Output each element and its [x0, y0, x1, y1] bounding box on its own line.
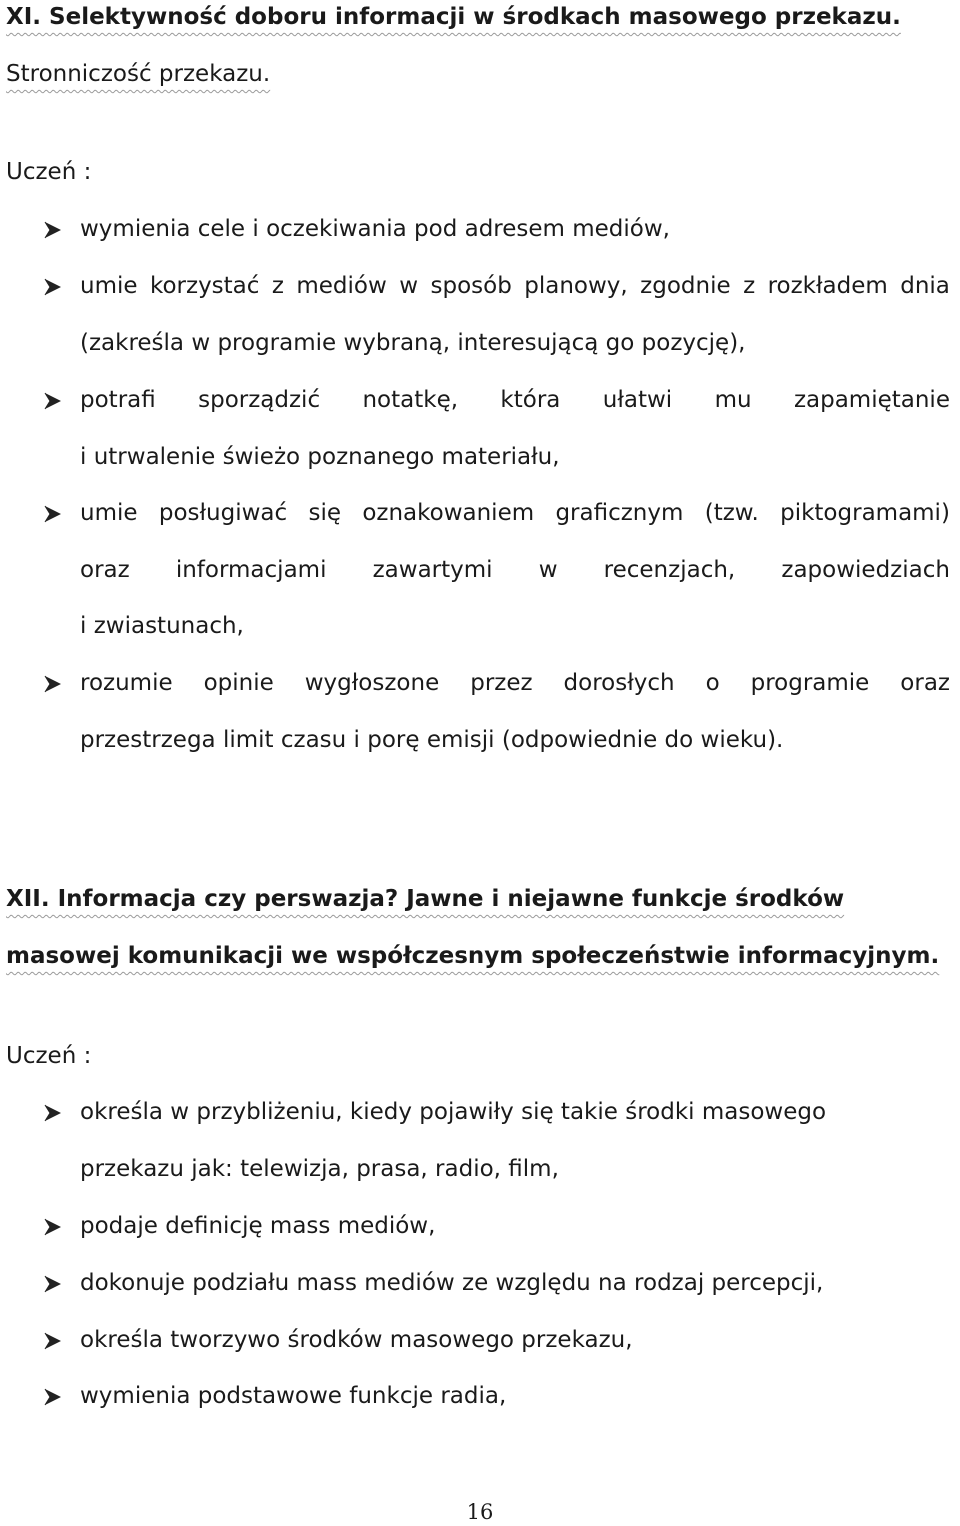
list-item-line: wymienia podstawowe funkcje radia, [80, 1383, 507, 1409]
list-item-line: rozumie opinie wygłoszone przez dorosłych o programie oraz [80, 670, 950, 696]
list-item-line: umie korzystać z mediów w sposób planowy, zgodnie z rozkładem dnia [80, 273, 950, 299]
list-item-line: przestrzega limit czasu i porę emisji (odpowiednie do wieku). [80, 726, 784, 753]
arrow-bullet-icon [42, 1386, 64, 1408]
list-item [42, 668, 950, 781]
section-12-heading-line-2: masowej komunikacji we współczesnym społeczeństwie informacyjnym. [6, 943, 940, 969]
list-item-line: oraz informacjami zawartymi w recenzjach, zapowiedziach [80, 556, 950, 583]
arrow-bullet-icon [42, 1330, 64, 1352]
list-item [42, 1097, 950, 1210]
arrow-bullet-icon [42, 673, 64, 695]
list-item-line: umie posługiwać się oznakowaniem graficznym (tzw. piktogramami) [80, 500, 950, 526]
arrow-bullet-icon [42, 503, 64, 525]
list-item-line: przekazu jak: telewizja, prasa, radio, film, [80, 1155, 559, 1182]
list-item-line: (zakreśla w programie wybraną, interesującą go pozycję), [80, 329, 746, 356]
section-11-student-label: Uczeń : [6, 159, 92, 185]
section-12-student-label: Uczeń : [6, 1043, 92, 1069]
list-item [42, 1211, 950, 1268]
arrow-bullet-icon [42, 390, 64, 412]
list-item-line: dokonuje podziału mass mediów ze względu na rodzaj percepcji, [80, 1270, 824, 1296]
arrow-bullet-icon [42, 219, 64, 241]
section-11-heading-line-2: Stronniczość przekazu. [6, 61, 271, 87]
page-number: 16 [466, 1500, 494, 1524]
arrow-bullet-icon [42, 1216, 64, 1238]
list-item [42, 385, 950, 498]
arrow-bullet-icon [42, 1273, 64, 1295]
arrow-bullet-icon [42, 276, 64, 298]
list-item [42, 214, 950, 271]
list-item-line: określa tworzywo środków masowego przekazu, [80, 1327, 633, 1353]
list-item-line: wymienia cele i oczekiwania pod adresem mediów, [80, 216, 670, 242]
list-item-line: określa w przybliżeniu, kiedy pojawiły się takie środki masowego [80, 1099, 827, 1125]
section-11-heading-line-1: XI. Selektywność doboru informacji w środkach masowego przekazu. [6, 4, 901, 30]
list-item-line: potrafi sporządzić notatkę, która ułatwi mu zapamiętanie [80, 387, 950, 413]
list-item [42, 1381, 950, 1438]
list-item [42, 271, 950, 384]
section-12-heading-line-1: XII. Informacja czy perswazja? Jawne i niejawne funkcje środków [6, 886, 845, 912]
list-item-line: podaje definicję mass mediów, [80, 1213, 436, 1239]
list-item [42, 1325, 950, 1382]
list-item [42, 498, 950, 668]
list-item [42, 1268, 950, 1325]
list-item-line: i zwiastunach, [80, 613, 244, 640]
arrow-bullet-icon [42, 1102, 64, 1124]
list-item-line: i utrwalenie świeżo poznanego materiału, [80, 443, 560, 470]
